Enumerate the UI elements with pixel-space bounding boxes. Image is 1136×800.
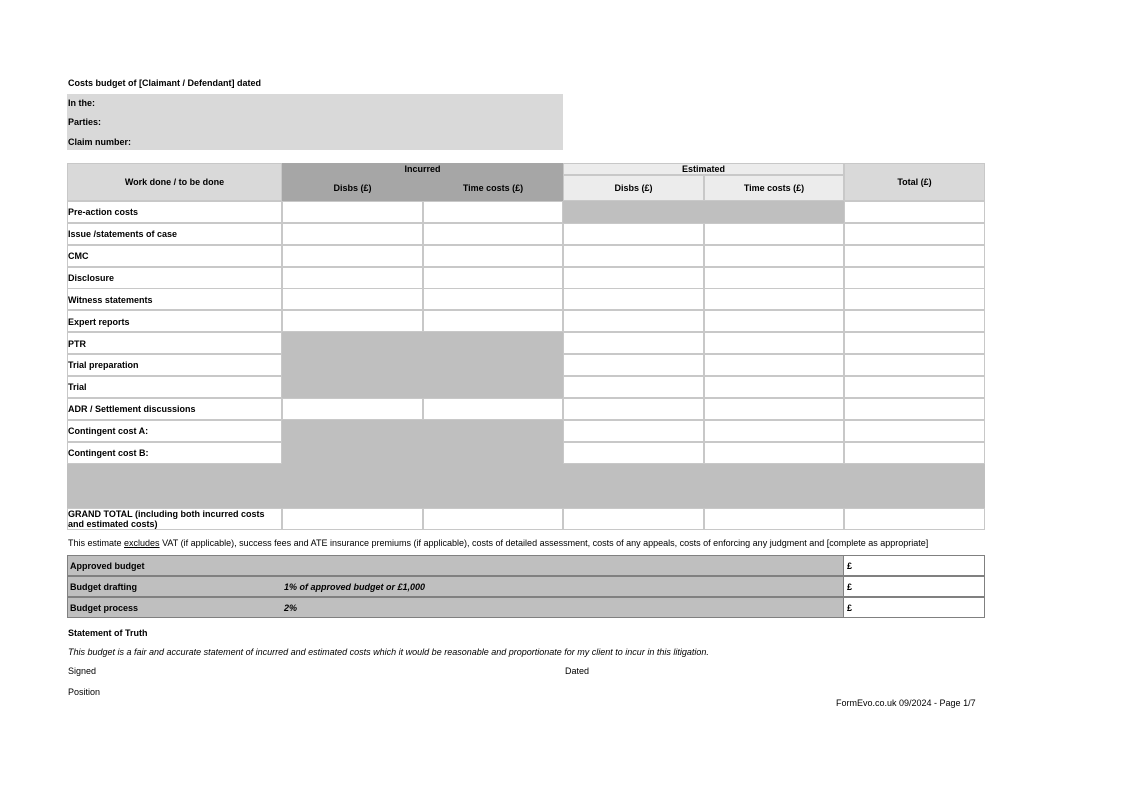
input-cell-estimated-disbs[interactable] xyxy=(563,398,704,420)
input-cell-incurred-time[interactable] xyxy=(423,201,563,223)
row-label-adr: ADR / Settlement discussions xyxy=(68,404,196,414)
input-cell-total[interactable] xyxy=(844,288,985,310)
input-cell-estimated-time[interactable] xyxy=(704,288,844,310)
input-cell-total[interactable] xyxy=(844,245,985,267)
row-label-cmc: CMC xyxy=(68,251,89,261)
input-cell-incurred-disbs[interactable] xyxy=(282,267,423,289)
input-cell-incurred-time[interactable] xyxy=(423,310,563,332)
in-the-label: In the: xyxy=(68,98,95,108)
input-cell-total[interactable] xyxy=(844,420,985,442)
signed-label: Signed xyxy=(68,666,97,676)
row-label-expert-reports: Expert reports xyxy=(68,317,130,327)
grand-total-cell-incurred-time[interactable] xyxy=(423,508,563,530)
input-cell-estimated-time[interactable] xyxy=(704,332,844,354)
incurred-time-costs-header: Time costs (£) xyxy=(423,175,563,201)
input-cell-incurred-disbs[interactable] xyxy=(282,245,423,267)
input-cell-incurred-disbs[interactable] xyxy=(282,223,423,245)
input-cell-estimated-disbs[interactable] xyxy=(563,332,704,354)
pre-action-estimated-na xyxy=(563,201,844,223)
input-cell-estimated-time[interactable] xyxy=(704,442,844,464)
budget-drafting-label: Budget drafting xyxy=(70,582,137,592)
input-cell-estimated-time[interactable] xyxy=(704,245,844,267)
input-cell-total[interactable] xyxy=(844,310,985,332)
budget-process-label: Budget process xyxy=(70,603,139,613)
input-cell-estimated-disbs[interactable] xyxy=(563,354,704,376)
budget-process-amount[interactable]: £ xyxy=(844,597,985,618)
incurred-header: Incurred xyxy=(282,163,563,175)
input-cell-estimated-disbs[interactable] xyxy=(563,245,704,267)
input-cell-estimated-disbs[interactable] xyxy=(563,267,704,289)
input-cell-estimated-time[interactable] xyxy=(704,354,844,376)
input-cell-total[interactable] xyxy=(844,267,985,289)
input-cell-estimated-disbs[interactable] xyxy=(563,420,704,442)
estimated-disbs-header: Disbs (£) xyxy=(563,175,704,201)
input-cell-incurred-disbs[interactable] xyxy=(282,201,423,223)
parties-label: Parties: xyxy=(68,117,102,127)
budget-title: Costs budget of [Claimant / Defendant] dated xyxy=(68,78,262,88)
spacer-label-block xyxy=(67,464,282,508)
input-cell-incurred-disbs[interactable] xyxy=(282,310,423,332)
input-cell-estimated-time[interactable] xyxy=(704,310,844,332)
approved-budget-amount[interactable]: £ xyxy=(844,555,985,576)
input-cell-incurred-time[interactable] xyxy=(423,398,563,420)
estimated-time-costs-header: Time costs (£) xyxy=(704,175,844,201)
row-label-pre-action: Pre-action costs xyxy=(68,207,139,217)
estimated-spacer-block xyxy=(563,464,985,508)
approved-budget-label: Approved budget xyxy=(70,561,145,571)
input-cell-estimated-disbs[interactable] xyxy=(563,288,704,310)
input-cell-total[interactable] xyxy=(844,332,985,354)
input-cell-estimated-disbs[interactable] xyxy=(563,376,704,398)
budget-drafting-row xyxy=(67,576,985,597)
input-cell-incurred-time[interactable] xyxy=(423,288,563,310)
input-cell-incurred-disbs[interactable] xyxy=(282,288,423,310)
budget-process-desc: 2% xyxy=(284,603,298,613)
input-cell-estimated-disbs[interactable] xyxy=(563,223,704,245)
excludes-emphasis: excludes xyxy=(124,538,160,548)
input-cell-estimated-disbs[interactable] xyxy=(563,442,704,464)
input-cell-incurred-time[interactable] xyxy=(423,223,563,245)
input-cell-estimated-time[interactable] xyxy=(704,420,844,442)
input-cell-estimated-time[interactable] xyxy=(704,223,844,245)
incurred-na-block-contingent xyxy=(282,420,563,508)
total-header: Total (£) xyxy=(844,163,985,201)
dated-label: Dated xyxy=(565,666,590,676)
input-cell-estimated-disbs[interactable] xyxy=(563,310,704,332)
row-label-cell xyxy=(67,245,282,267)
row-label-contingent-b: Contingent cost B: xyxy=(68,448,149,458)
row-label-cell xyxy=(67,376,282,398)
input-cell-total[interactable] xyxy=(844,376,985,398)
input-cell-total[interactable] xyxy=(844,223,985,245)
row-label-witness-statements: Witness statements xyxy=(68,295,153,305)
budget-drafting-desc: 1% of approved budget or £1,000 xyxy=(284,582,426,592)
row-label-contingent-a: Contingent cost A: xyxy=(68,426,149,436)
row-label-grand-total: GRAND TOTAL (including both incurred costs and estimated costs) xyxy=(68,509,265,529)
input-cell-estimated-time[interactable] xyxy=(704,398,844,420)
budget-process-row xyxy=(67,597,985,618)
page-footer: FormEvo.co.uk 09/2024 - Page 1/7 xyxy=(836,698,976,708)
approved-budget-row xyxy=(67,555,985,576)
incurred-disbs-header: Disbs (£) xyxy=(282,175,423,201)
statement-of-truth-text: This budget is a fair and accurate statement of incurred and estimated costs which it would be reasonable and proportionate for my client to incur in this litigation. xyxy=(68,647,709,657)
grand-total-cell-estimated-time[interactable] xyxy=(704,508,844,530)
incurred-na-block-trial xyxy=(282,332,563,398)
input-cell-incurred-disbs[interactable] xyxy=(282,398,423,420)
exclusions-note: This estimate excludes VAT (if applicable), success fees and ATE insurance premiums (if applicable), costs of detailed assessment, costs of any appeals, costs of enforcing any judgment and [complete as appropriate] xyxy=(68,538,929,548)
statement-of-truth-title: Statement of Truth xyxy=(68,628,148,638)
grand-total-cell-incurred-disbs[interactable] xyxy=(282,508,423,530)
row-label-ptr: PTR xyxy=(68,339,86,349)
estimated-header: Estimated xyxy=(563,163,844,175)
row-label-disclosure: Disclosure xyxy=(68,273,115,283)
budget-drafting-amount[interactable]: £ xyxy=(844,576,985,597)
input-cell-total[interactable] xyxy=(844,442,985,464)
row-label-cell xyxy=(67,332,282,354)
input-cell-total[interactable] xyxy=(844,354,985,376)
input-cell-total[interactable] xyxy=(844,398,985,420)
position-label: Position xyxy=(68,687,101,697)
case-info-box xyxy=(67,94,563,150)
input-cell-estimated-time[interactable] xyxy=(704,376,844,398)
input-cell-incurred-time[interactable] xyxy=(423,267,563,289)
input-cell-estimated-time[interactable] xyxy=(704,267,844,289)
row-label-trial: Trial xyxy=(68,382,87,392)
input-cell-incurred-time[interactable] xyxy=(423,245,563,267)
input-cell-total[interactable] xyxy=(844,201,985,223)
row-label-issue-statements: Issue /statements of case xyxy=(68,229,178,239)
row-label-trial-preparation: Trial preparation xyxy=(68,360,139,370)
grand-total-cell-total[interactable] xyxy=(844,508,985,530)
grand-total-cell-estimated-disbs[interactable] xyxy=(563,508,704,530)
claim-number-label: Claim number: xyxy=(68,137,132,147)
work-done-header: Work done / to be done xyxy=(67,163,282,201)
